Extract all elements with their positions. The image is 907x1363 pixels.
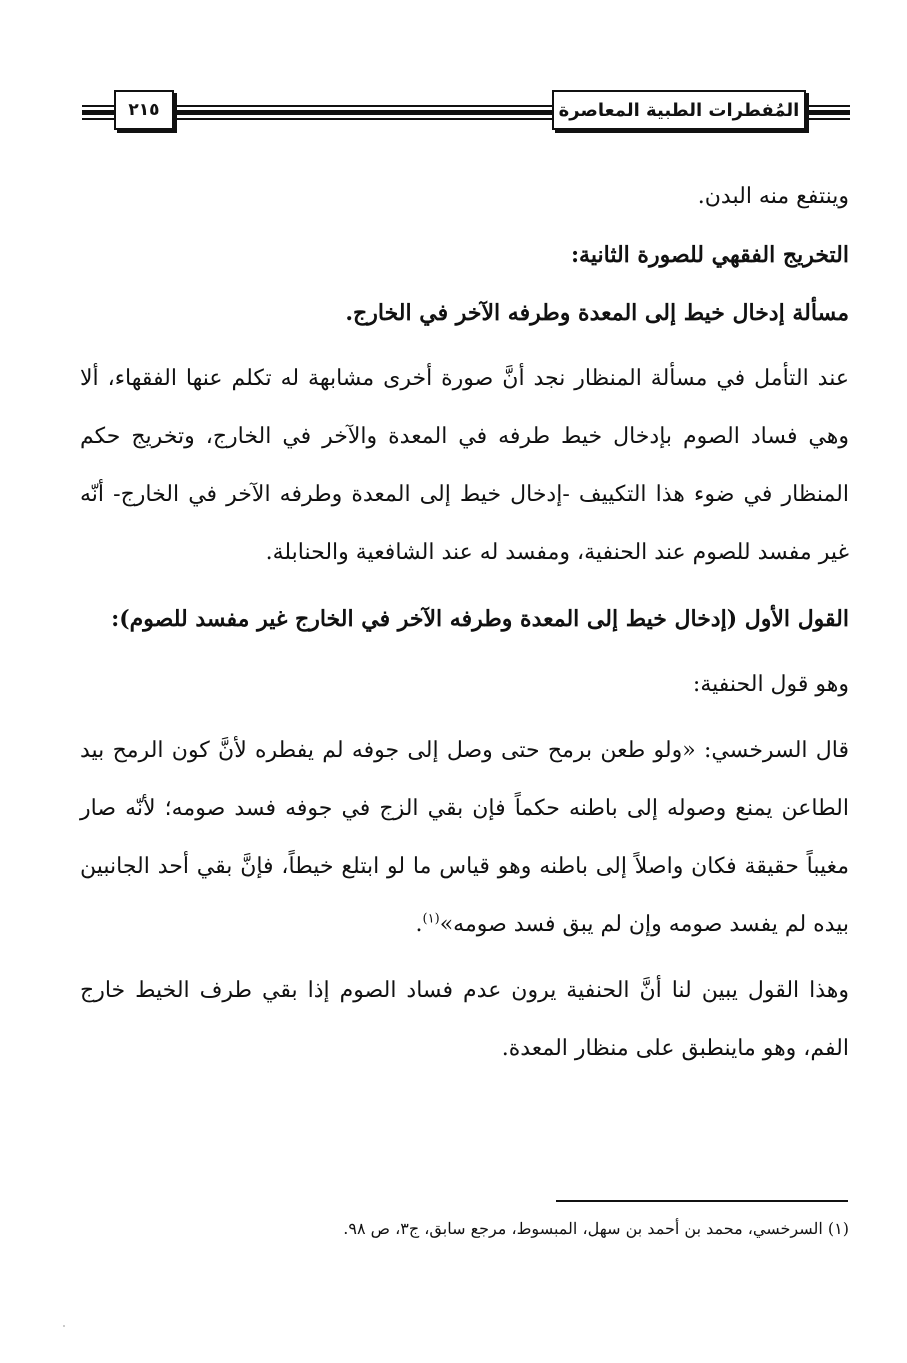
paragraph-conclusion: وهذا القول يبين لنا أنَّ الحنفية يرون عدم فساد الصوم إذا بقي طرف الخيط خارج الفم، وهو ماينطبق على منظار المعدة. <box>80 978 849 1061</box>
section-heading: التخريج الفقهي للصورة الثانية: <box>570 242 849 268</box>
main-text <box>80 168 849 1078</box>
issue-heading: مسألة إدخال خيط إلى المعدة وطرفه الآخر في الخارج. <box>345 300 849 326</box>
scan-speck <box>63 1325 65 1327</box>
footnote-reference[interactable]: (١) <box>422 911 440 927</box>
page-number: ٢١٥ <box>114 90 174 130</box>
running-title: المُفطرات الطبية المعاصرة <box>552 90 806 130</box>
quote-text: قال السرخسي: «ولو طعن برمح حتى وصل إلى جوفه لم يفطره لأنَّ كون الرمح بيد الطاعن يمنع وصوله إلى باطنه حكماً فإن بقي الزج في جوفه فسد صومه؛ لأنّه صار مغيباً حقيقة فكان واصلاً إلى باطنه وهو قياس ما لو ابتلع خيطاً، فإنَّ بقي أحد الجانبين بيده لم يفسد صومه وإن لم يبق فسد صومه» <box>80 738 849 937</box>
paragraph-analysis: عند التأمل في مسألة المنظار نجد أنَّ صورة أخرى مشابهة له تكلم عنها الفقهاء، ألا وهي فساد الصوم بإدخال خيط طرفه في المعدة والآخر في الخارج، وتخريج حكم المنظار في ضوء هذا التكييف -إدخال خيط إلى المعدة وطرفه الآخر في الخارج- أنّه غير مفسد للصوم عند الحنفية، ومفسد له عند الشافعية والحنابلة. <box>80 366 849 565</box>
quote-end: . <box>415 912 423 937</box>
footnote: (١) السرخسي، محمد بن أحمد بن سهل، المبسوط، مرجع سابق، ج٣، ص ٩٨. <box>343 1219 849 1238</box>
paragraph-hanafi: وهو قول الحنفية: <box>692 672 849 697</box>
footnote-separator <box>556 1200 848 1202</box>
first-opinion-heading: القول الأول (إدخال خيط إلى المعدة وطرفه الآخر في الخارج غير مفسد للصوم): <box>111 606 849 632</box>
paragraph-quote <box>80 722 849 954</box>
paragraph-intro: وينتفع منه البدن. <box>697 184 849 209</box>
